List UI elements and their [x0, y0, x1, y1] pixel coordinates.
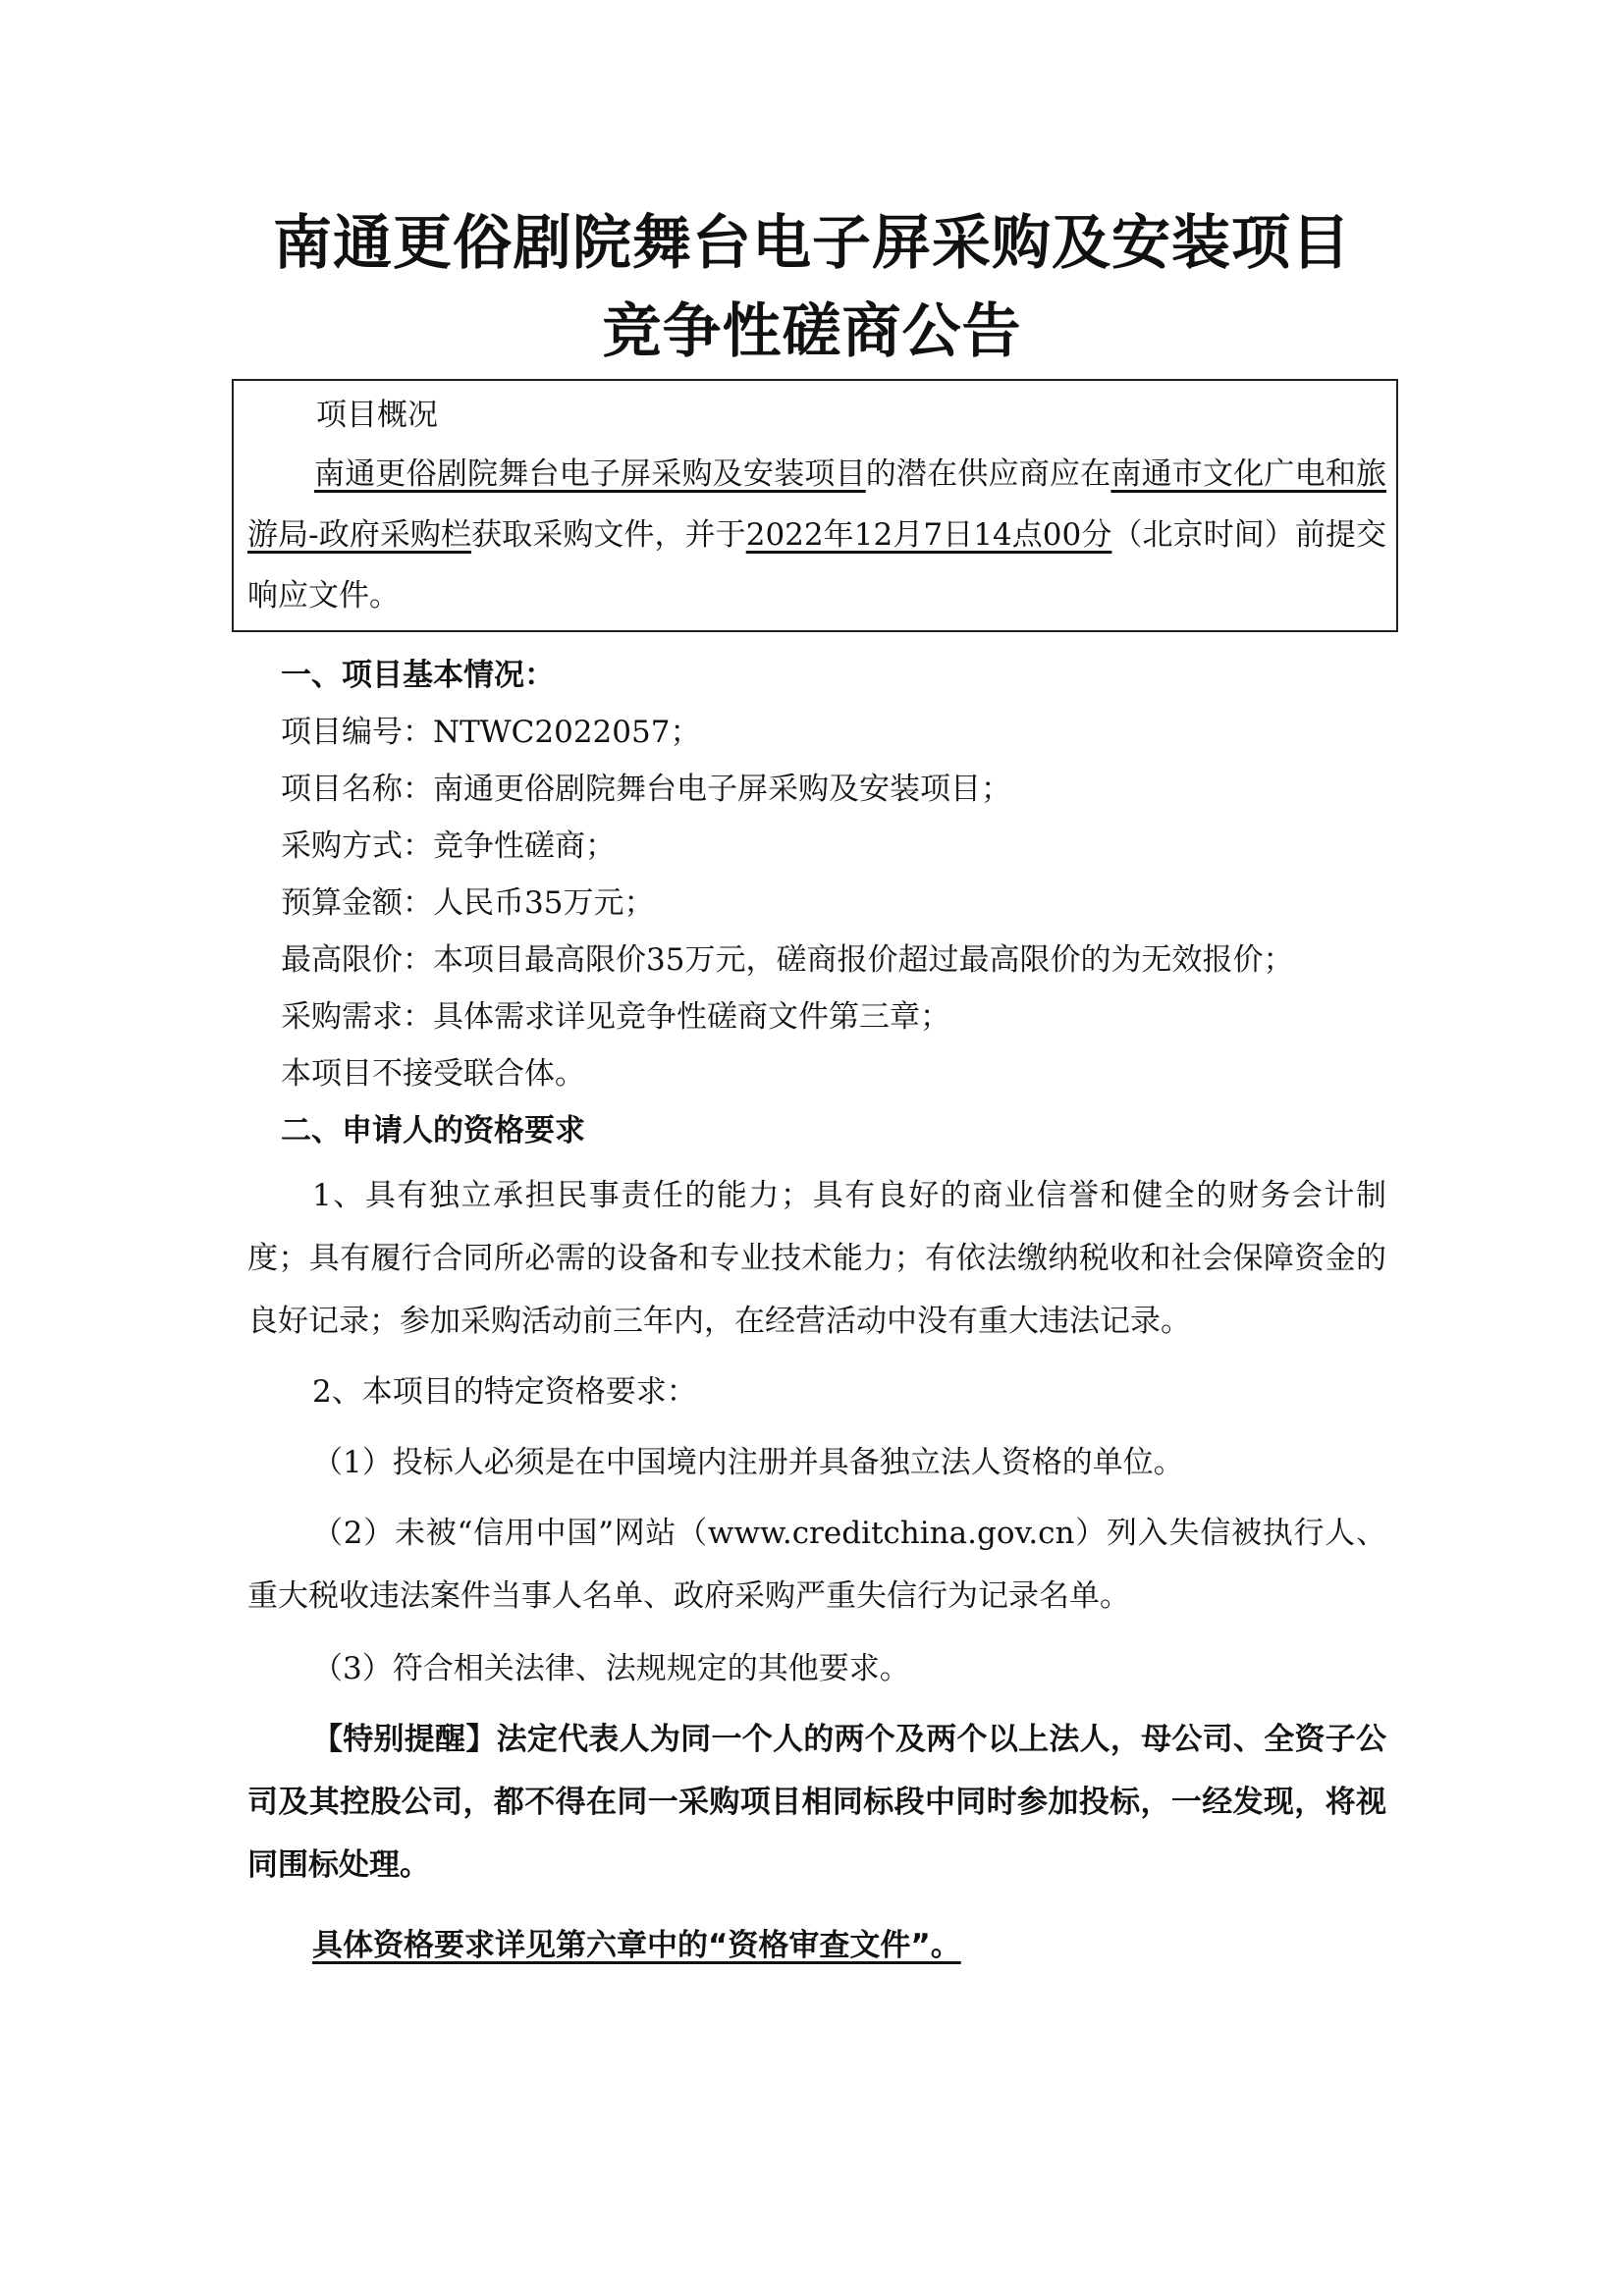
qualification-reference: 具体资格要求详见第六章中的“资格审查文件”。 [312, 1928, 961, 1963]
section1-heading: 一、项目基本情况： [281, 658, 555, 693]
requirements-line: 采购需求：具体需求详见竞争性磋商文件第三章； [281, 999, 950, 1035]
overview-deadline: 2022年12月7日14点00分 [745, 517, 1112, 553]
procurement-method-line: 采购方式：竞争性磋商； [281, 828, 616, 864]
qualification-item-1: （1）投标人必须是在中国境内注册并具备独立法人资格的单位。 [312, 1445, 1184, 1480]
overview-text-2: 获取采购文件，并于 [471, 517, 746, 553]
qualification-paragraph-1: 1、具有独立承担民事责任的能力；具有良好的商业信誉和健全的财务会计制度；具有履行合同所必需的设备和专业技术能力；有依法缴纳税收和社会保障资金的良好记录；参加采购活动前三年内，在经营活动中没有重大违法记录。 [247, 1178, 1386, 1339]
budget-line: 预算金额：人民币35万元； [281, 885, 655, 921]
consortium-line: 本项目不接受联合体。 [281, 1056, 585, 1092]
qualification-item-2: （2）未被“信用中国”网站（www.creditchina.gov.cn）列入失信被执行人、重大税收违法案件当事人名单、政府采购严重失信行为记录名单。 [247, 1516, 1386, 1614]
special-reminder-paragraph: 【特别提醒】法定代表人为同一个人的两个及两个以上法人，母公司、全资子公司及其控股公司，都不得在同一采购项目相同标段中同时参加投标，一经发现，将视同围标处理。 [247, 1722, 1386, 1883]
overview-text-3: （北京时间）前提交响应文件。 [247, 517, 1386, 614]
max-price-line: 最高限价：本项目最高限价35万元，磋商报价超过最高限价的为无效报价； [281, 942, 1294, 978]
overview-text-1: 的潜在供应商应在 [865, 456, 1111, 492]
section2-heading: 二、申请人的资格要求 [281, 1113, 585, 1148]
overview-text [247, 444, 1386, 626]
project-overview-box [232, 379, 1398, 632]
project-name-line: 项目名称：南通更俗剧院舞台电子屏采购及安装项目； [281, 772, 1011, 807]
project-number-line: 项目编号：NTWC2022057； [281, 715, 701, 750]
overview-place: 南通市文化广电和旅游局-政府采购栏 [247, 456, 1387, 553]
qualification-paragraph-2: 2、本项目的特定资格要求： [312, 1374, 697, 1410]
overview-project-name: 南通更俗剧院舞台电子屏采购及安装项目 [314, 456, 866, 492]
overview-heading: 项目概况 [316, 398, 438, 433]
document-title-line2: 竞争性磋商公告 [602, 297, 1022, 366]
qualification-item-3: （3）符合相关法律、法规规定的其他要求。 [312, 1651, 910, 1686]
document-title-line1: 南通更俗剧院舞台电子屏采购及安装项目 [273, 209, 1351, 278]
